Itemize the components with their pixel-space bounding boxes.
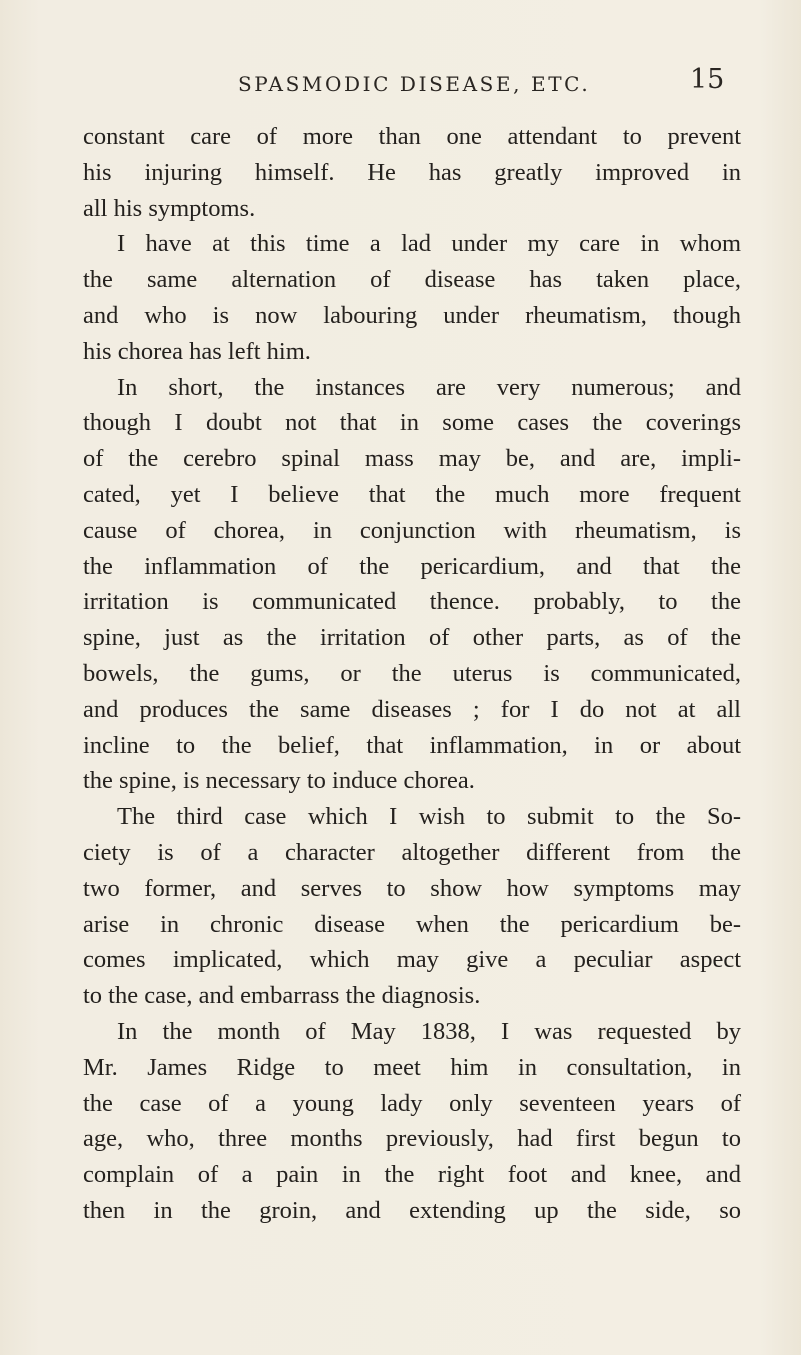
text-line: cause of chorea, in conjunction with rheumatism, is — [83, 516, 741, 544]
text-line: comes implicated, which may give a peculiar aspect — [83, 946, 741, 974]
text-line: two former, and serves to show how symptoms may — [83, 874, 741, 902]
text-line: In short, the instances are very numerous; and — [117, 373, 741, 401]
text-line: incline to the belief, that inflammation, in or about — [83, 731, 741, 759]
text-line: and produces the same diseases ; for I do not at all — [83, 695, 741, 723]
text-line: In the month of May 1838, I was requested by — [117, 1017, 741, 1045]
text-line: bowels, the gums, or the uterus is communicated, — [83, 659, 741, 687]
text-line: and who is now labouring under rheumatism, though — [83, 301, 741, 329]
text-line: the spine, is necessary to induce chorea. — [83, 767, 475, 795]
text-line: The third case which I wish to submit to the So- — [117, 803, 741, 831]
text-line: his chorea has left him. — [83, 337, 311, 365]
page-number: 15 — [690, 64, 725, 95]
text-line: constant care of more than one attendant to prevent — [83, 123, 741, 150]
text-line: of the cerebro spinal mass may be, and are, impli- — [83, 445, 741, 473]
text-line: to the case, and embarrass the diagnosis. — [83, 982, 481, 1010]
text-line: the case of a young lady only seventeen years of — [83, 1089, 741, 1117]
text-line: though I doubt not that in some cases the coverings — [83, 409, 741, 437]
text-line: then in the groin, and extending up the side, so — [83, 1196, 741, 1224]
text-line: irritation is communicated thence. probably, to the — [83, 588, 741, 616]
text-line: his injuring himself. He has greatly improved in — [83, 158, 741, 186]
running-head-title: SPASMODIC DISEASE, ETC. — [238, 72, 591, 96]
body-text — [83, 119, 741, 1229]
text-line: cated, yet I believe that the much more frequent — [83, 480, 741, 508]
running-head — [238, 64, 738, 104]
text-line: the same alternation of disease has taken place, — [83, 266, 741, 294]
text-line: all his symptoms. — [83, 194, 256, 222]
text-line: age, who, three months previously, had first begun to — [83, 1125, 741, 1153]
text-line: arise in chronic disease when the pericardium be- — [83, 910, 741, 938]
text-line: I have at this time a lad under my care in whom — [117, 230, 741, 258]
text-line: complain of a pain in the right foot and knee, and — [83, 1161, 741, 1189]
text-line: Mr. James Ridge to meet him in consultation, in — [83, 1053, 741, 1081]
text-line: the inflammation of the pericardium, and that the — [83, 552, 741, 580]
text-line: spine, just as the irritation of other parts, as of the — [83, 624, 741, 652]
text-line: ciety is of a character altogether different from the — [83, 838, 741, 866]
